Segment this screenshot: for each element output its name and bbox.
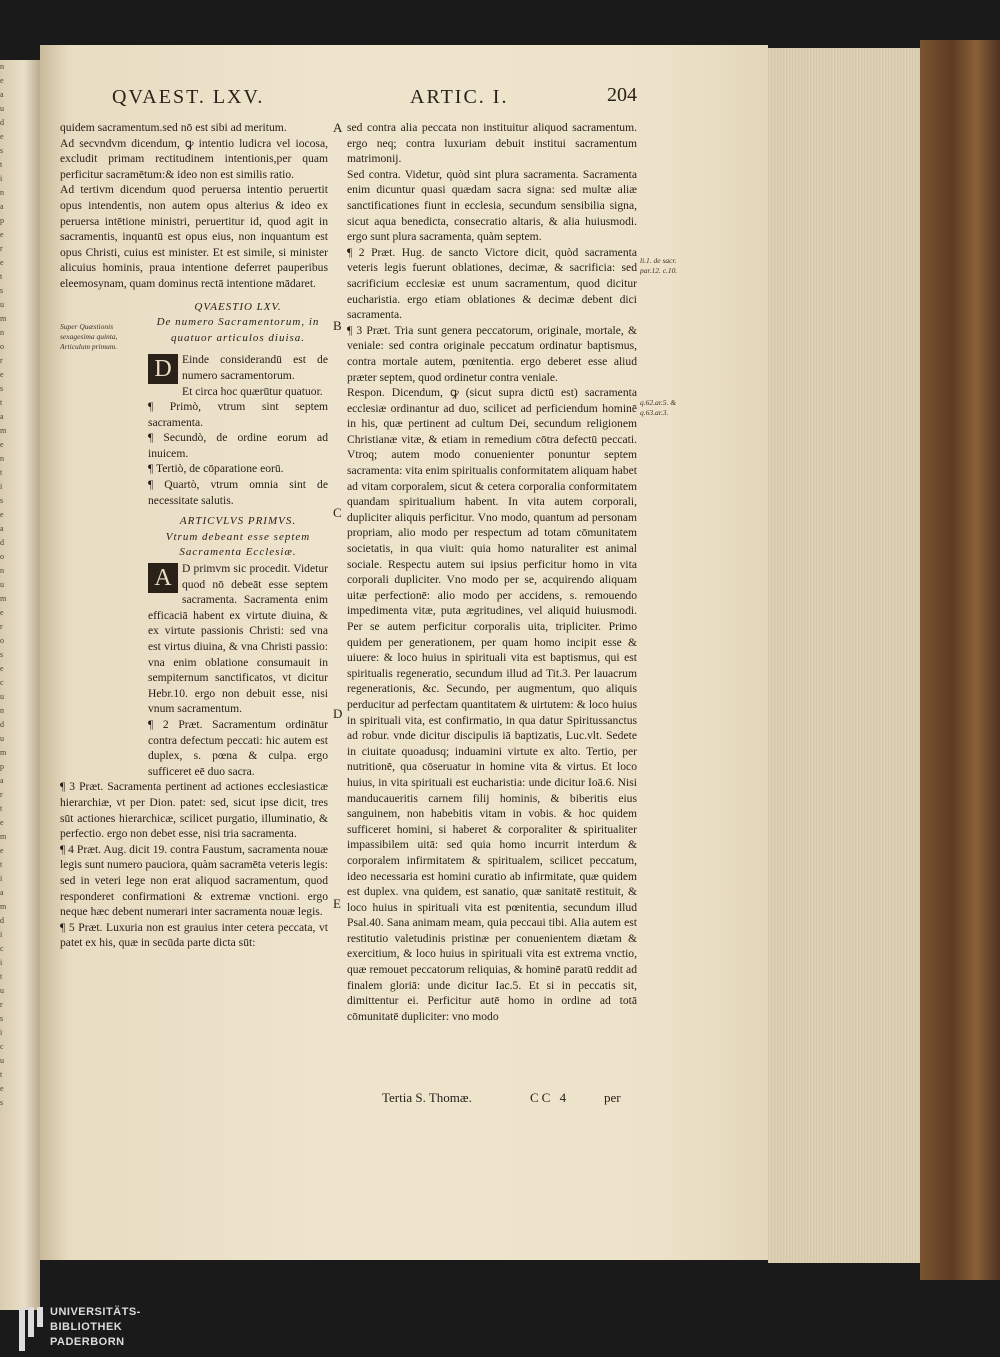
paragraph: Ad tertivm dicendum quod peruersa intentio peruertit opus intendentis, non autem opus alterius & ideo ex peruersa intētione ministri, peruertitur id, quod agit in sacramentis, inquantū est opus eius, non inquantum est opus Christi, cuius est minister. Et est simile, si minister alicuius hominis, praua intentione deferret pauperibus eleemosynam, quam dominus rectā intentione mādaret.	[60, 183, 328, 290]
question-item: ¶ Primò, vtrum sint septem sacramenta.	[148, 400, 328, 429]
logo-line-1: UNIVERSITÄTS-	[50, 1306, 141, 1318]
left-text-column	[60, 120, 328, 951]
paragraph: Einde considerandū est de numero sacramentorum.	[182, 353, 328, 382]
margin-note-left: Super Quæstionis sexagesima quinta, Articulum primum.	[60, 322, 118, 351]
page-number: 204	[607, 84, 637, 106]
library-logo	[18, 1306, 218, 1352]
paragraph: ¶ 3 Præt. Tria sunt genera peccatorum, originale, mortale, & veniale: sed contra originale peccatum ordinatur baptismus, contra mortale autem, pœnitentia. ergo deberet esse aliud præter septem, quod ordinetur contra veniale.	[347, 323, 637, 384]
margin-note-right: li.1. de sacr. par.12. c.10.	[640, 256, 678, 275]
running-header-left: QVAEST. LXV.	[112, 86, 265, 108]
footer-title: Tertia S. Thomæ.	[382, 1090, 472, 1105]
logo-line-3: PADERBORN	[50, 1336, 125, 1348]
running-header-center: ARTIC. I.	[410, 86, 509, 108]
logo-line-2: BIBLIOTHEK	[50, 1321, 123, 1333]
footer-signature: CC 4	[530, 1090, 570, 1105]
drop-cap-d: D	[148, 354, 178, 384]
paragraph: Respon. Dicendum, ꝙ (sicut supra dictū est) sacramenta ecclesiæ ordinantur ad duo, scilicet ad perficiendum hominē in his, quæ pertinent ad cultum Dei, secundum religionem Christianæ vitæ, & etiam in remedium cōtra defectū peccati. Vtroq; autem modo conuenienter ponuntur septem sacramenta: vita enim spiritualis conformitatem aliquam habet ad vitam corporalem, sicut & cetera corporalia conformitatem quandam spiritualium habent. In vita autem corporali, dupliciter aliquis perficitur. Vno modo, quantum ad personam propriam, alio modo per respectum ad totam cōmunitatem societatis, in qua viuit: quia homo naturaliter est animal sociale. Respectu autem sui ipsius perficitur homo in vita corporali dupliciter. Vno modo per se, acquirendo aliquam uitæ perfectionē: alio modo per accidens, s. remouendo impedimenta vitæ, puta ægritudines, vel aliquid huiusmodi. Per se autem perficitur corporalis uita, tripliciter. Primo quidem per generationem, per quam homo incipit esse & uiuere: & loco huius in spirituali vita est baptismus, qui est spiritualis regeneratio, secundum illud ad Tit.3. Per lauacrum regenerationis, &c. Secundo, per augmentum, quo aliquis perducitur ad perfectam quantitatem & uirtutem: & loco huius in spirituali vita, est confirmatio, in qua datur Spiritussanctus ad robur. vnde dicitur discipulis iā baptizatis, Luc.vlt. Sedete in ciuitate quoadusq; induamini virtute ex alto. Tertio, per nutritionē, qua cōseruatur in homine vita & virtus. Et loco huius, in vita spirituali est eucharistia: unde dicitur Ioā.6. Nisi manducaueritis carnem filij hominis, & biberitis eius sanguinem, non habebitis vitam in vobis. & hoc quidem sufficeret homini, si haberet & corporaliter & spiritualiter impassibilem uitā: sed quia homo incurrit interdum & corporalem infirmitatem & spiritualem, scilicet peccatum, ideo necessaria est homini curatio ab infirmitate, quæ quidem est duplex. vna quidem, est sanatio, quæ sanitatē restituit, & loco huius in spirituali vita est pœnitentia, secundum illud Psal.40. Sana animam meam, quia peccaui tibi. Alia autem est restitutio valetudinis pristinæ per conuenientem diætam & exercitium, & loco huius in spirituali vita est extrema vnctio, quæ remouet peccatorum reliquias, & hominē paratū reddit ad finalem gloriā: unde dicitur Iac.5. Et si in peccatis sit, dimittentur ei. Perficitur autē homo in ordine ad totā cōmunitatē dupliciter: vno modo	[347, 386, 637, 1023]
paragraph: Ad secvndvm dicendum, ꝙ intentio ludicra vel iocosa, excludit primam rectitudinem intentionis,per quam perficitur sacramētum:& ideo non est similis ratio.	[60, 136, 328, 181]
drop-cap-a: A	[148, 563, 178, 593]
library-logo-icon	[18, 1306, 44, 1352]
book-cover	[920, 40, 1000, 1280]
question-item: ¶ Tertiò, de cōparatione eorū.	[148, 462, 284, 476]
paragraph: Et circa hoc quærūtur quatuor.	[182, 384, 323, 398]
section-letter: B	[333, 318, 342, 333]
paragraph: ¶ 2 Præt. Hug. de sancto Victore dicit, quòd sacramenta veteris legis fuerunt oblationes, decimæ, & sacrificia: sed sacrificium ecclesiæ est unum sacramentum, quod dicitur eucharistia. ergo etiam oblationes & decimæ debent dici sacramenta.	[347, 245, 637, 322]
section-letter: D	[333, 706, 343, 721]
left-page-text-fragment: n e a u d e s t i n a p e r e t s u m n o r e s t a m e n t i s e a d o n u m e r o s e c u n d u m p a r t e m e t i a m d i c i t u r s i c u t e s	[0, 62, 7, 1107]
articulus-subtitle: Vtrum debeant esse septem Sacramenta Ecclesiæ.	[165, 530, 311, 559]
section-letter: E	[333, 896, 341, 911]
quaestio-subtitle: De numero Sacramentorum, in quatuor articulos diuisa.	[156, 316, 320, 344]
quaestio-title: QVAESTIO LXV.	[194, 300, 282, 313]
paragraph: sed contra alia peccata non instituitur aliquod sacramentum. ergo neq; contra luxuriam debuit institui sacramentum matrimonij.	[347, 121, 637, 166]
question-item: ¶ Secundò, de ordine eorum ad inuicem.	[148, 431, 328, 460]
section-letter: A	[333, 120, 343, 135]
left-page-edge	[0, 60, 40, 1310]
paragraph: Sed contra. Videtur, quòd sint plura sacramenta. Sacramenta enim dicuntur quasi quædam sacra signa: sed multæ aliæ sanctificationes fiunt in ecclesia, secundum sensibilia signa, sicut aqua benedicta, consecratio altaris, & alia huiusmodi. ergo sunt plura sacramenta, quàm septem.	[347, 167, 637, 244]
paragraph: ¶ 5 Præt. Luxuria non est grauius inter cetera peccata, vt patet ex his, quæ in secūda parte dicta sūt:	[60, 920, 328, 950]
section-letter: C	[333, 505, 342, 520]
margin-note-right: q.62.ar.5. & q.63.ar.3.	[640, 398, 677, 417]
articulus-title: ARTICVLVS PRIMVS.	[179, 515, 297, 528]
paragraph: ¶ 2 Præt. Sacramentum ordinātur contra defectum peccati: hic autem est duplex, s. pœna & culpa. ergo sufficeret eē duo sacra.	[148, 717, 328, 778]
paragraph: ¶ 4 Præt. Aug. dicit 19. contra Faustum, sacramenta nouæ legis sunt numero pauciora, quàm sacramēta veteris legis: sed in veteri lege non erat aliquod sacramentum, quod responderet confirmationi & extremæ vnctioni. ergo neque hæc debent numerari inter sacramenta nouæ legis.	[60, 842, 328, 919]
page-edges	[768, 48, 920, 1263]
footer-catchword: per	[604, 1090, 621, 1105]
question-item: ¶ Quartò, vtrum omnia sint de necessitate salutis.	[148, 478, 328, 507]
paragraph: D primvm sic procedit. Videtur quod nō debeāt esse septem sacramenta. Sacramenta enim efficaciā habent ex virtute diuina, & ex virtute passionis Christi: sed vna est virtus diuina, & vna Christi passio: vna enim oblatione consumauit in sempiternum sanctificatos, vt dicitur Hebr.10. ergo non debuit esse, nisi vnum sacramentum.	[148, 562, 328, 716]
right-text-column	[347, 120, 637, 1024]
paragraph: quidem sacramentum.sed nō est sibi ad meritum.	[60, 121, 287, 134]
paragraph: ¶ 3 Præt. Sacramenta pertinent ad actiones ecclesiasticæ hierarchiæ, vt per Dion. patet: sed, sicut ipse dicit, tres sūt actiones hierarchicæ, scilicet purgatio, illuminatio, & perfectio. ergo non debet esse, nisi tria sacramenta.	[60, 780, 328, 841]
